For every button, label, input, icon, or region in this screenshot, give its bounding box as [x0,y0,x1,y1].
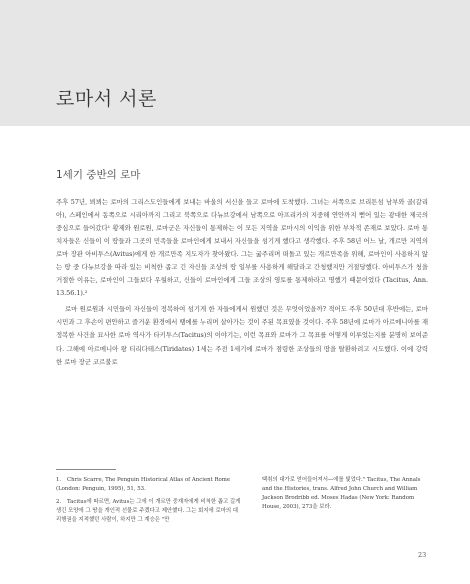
footnote-text: 땍취의 대가로 얻어들어져서―에를 빛었다." Tacitus, The Annals and the Histories, trans. Alfred John Church and William Jackson Brodribb ed. Moses Hadas (New York: Random House, 2003), 273을 보라. [262,477,421,510]
footnote-number: 1. [56,477,62,483]
paragraph: 로마 원로원과 시민들이 자신들이 정복하여 섬기게 한 자들에게서 원했던 것은 무엇이었을까? 적어도 주후 50년대 후반에는, 로마 시민과 그 후손이 편안하고 즐거운 환경에서 땡에를 누리며 살아가는 것이 주된 목표였을 것이다. 주후 58년에 로마가 아르메니아를 재정복한 사건을 묘사한 로마 역사가 타키투스(Tacitus)의 이야기는, 이런 목표와 로마가 그 목표를 어떻게 이루었는지를 분명히 보여준다. 그해에 아르메니아 왕 티리다테스(Tiridates) 1세는 주전 1세기에 로마가 점령한 조상들의 땅을 탈환하려고 시도했다. 이에 강력한 로마 장군 코르불로 [56,305,428,366]
chapter-title: 로마서 서론 [56,88,157,110]
footnotes-right-column [262,476,428,516]
page-number: 23 [418,551,427,559]
footnote [56,498,242,525]
footnotes-left-column [56,476,242,529]
paragraph: 주후 57년, 뵈뵈는 로마의 그리스도인들에게 보내는 바울의 서신을 들고 로마에 도착했다. 그녀는 서쪽으로 브리튼섬 남부와 골(갈리아), 스페인에서 동쪽으로 시리아까지 그리고 북쪽으로 다뉴브강에서 남쪽으로 아프리카의 지중해 연안까지 뻗어 있는 광대한 제국의 중심으로 들어갔다¹ 황제와 원로원, 로마군은 자신들이 통제하는 이 모든 지역을 로마시의 이익을 위한 부차적 존재로 보았다. 로마 통치자들은 신들이 이 땅들과 그곳의 민족들을 로마인에게 보내서 자신들을 섬기게 했다고 생각했다. 주후 58년 어느 날, 개르만 지역의 로마 장관 아비투스(Avitus)에게 한 개르만족 지도자가 찾아왔다. 그는 굶주리며 떠돌고 있는 개르만족을 위해, 로마인이 사용하지 않는 땅 중 다뉴브강을 따라 있는 비척한 좁고 긴 자신들 조상의 땅 일부를 사용하게 해달라고 간청했지만 거절당했다. 아비투스가 청을 거절한 이유는, 로마인이 그들보다 우월하고, 신들이 로마인에게 그들 조상의 영토를 통제하라고 명했기 때문이었다 (Tacitus, Ann. 13.56.1).² [56,198,428,298]
footnote [56,476,242,494]
footnote-rule [56,469,116,470]
footnote-text: Chris Scarre, The Penguin Historical Atlas of Ancient Rome (London: Penguin, 1995), 51, 53. [56,477,231,492]
footnote-number: 2. [56,499,62,505]
body-text [56,196,428,369]
footnote-text: Tacitus에 따르면, Avitus는 그에 이 개르만 중재자에게 비척한 좁고 길게 생긴 모양에 그 땅을 개인적 선물로 주겠다고 제안했다. 그는 회지에 로마의 대리행권을 지적했던 사람이, 하지만 그 계승은 "만 [56,499,241,523]
footnote-continuation [262,476,428,512]
section-heading: 1세기 중반의 로마 [56,169,141,181]
